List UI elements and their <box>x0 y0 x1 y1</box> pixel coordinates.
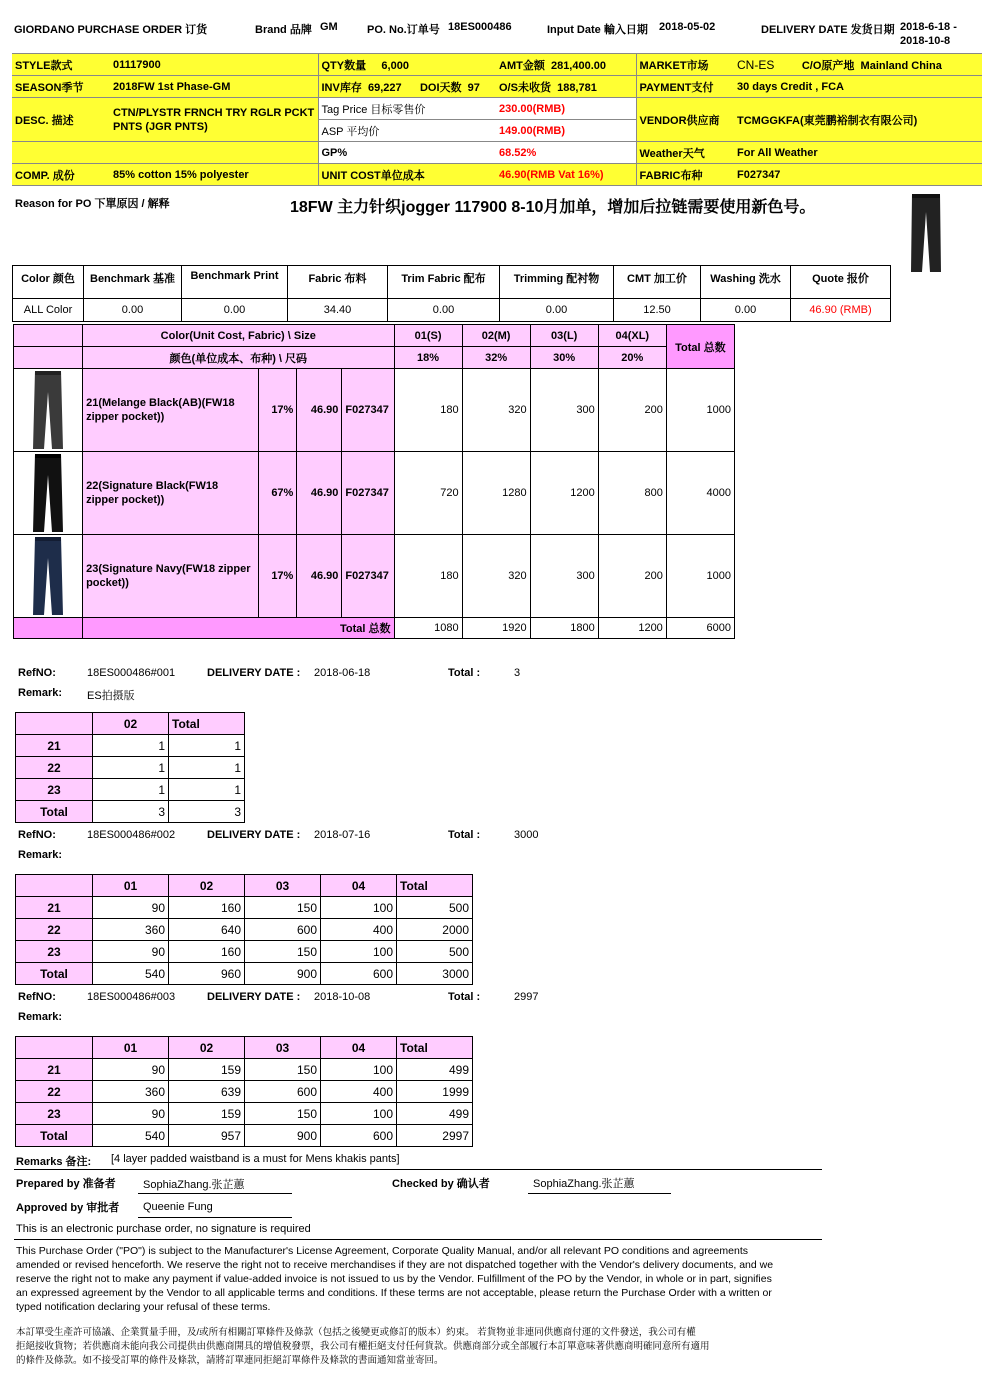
doi-value: 97 <box>467 81 480 94</box>
color-name-23-line1: 23(Signature Navy(FW18 zipper <box>86 563 251 575</box>
season-value: 2018FW 1st Phase-GM <box>110 76 318 98</box>
terms-en-line-2: amended or revised henceforth. We reserve the right not to receive merchandises if they are not dispatched together with the Vendor's delivery documents, and we <box>16 1259 774 1271</box>
style-thumbnail-pants <box>908 192 944 274</box>
d2-col-0: 01 <box>93 875 169 897</box>
info-row-season <box>12 76 982 98</box>
qty-23-l: 300 <box>530 535 598 618</box>
d3-header-row <box>16 1037 473 1059</box>
d1-col-1: Total <box>169 713 245 735</box>
terms-chinese <box>16 1326 710 1368</box>
cost-header-0: Color 颜色 <box>13 266 84 299</box>
d2-r0-c3: 150 <box>245 897 321 919</box>
d2-col-3: 04 <box>321 875 397 897</box>
d2-r0-c1: 90 <box>93 897 169 919</box>
d3-r0-c2: 159 <box>169 1059 245 1081</box>
fabric-value: F027347 <box>734 164 982 186</box>
cost-header-5: Trimming 配衬物 <box>500 266 614 299</box>
d2-r1-label: 22 <box>16 919 93 941</box>
d2-r1-c1: 360 <box>93 919 169 941</box>
d3-r1-c2: 639 <box>169 1081 245 1103</box>
size-header-total: Total 总数 <box>666 325 734 369</box>
size-ratio-l: 30% <box>530 347 598 369</box>
d3-r1-c3: 600 <box>245 1081 321 1103</box>
cost-value-0: ALL Color <box>13 299 84 322</box>
qty-21-s: 180 <box>394 369 462 452</box>
color-name-21-line2: zipper pocket)) <box>86 411 165 423</box>
tag-price-value: 230.00(RMB) <box>496 98 636 120</box>
cost-value-6: 12.50 <box>614 299 701 322</box>
footer-divider-1 <box>14 1169 822 1170</box>
cost-header-1: Benchmark 基准 <box>84 266 182 299</box>
d1-r0-c2: 1 <box>169 735 245 757</box>
inv-label: INV库存 <box>321 81 362 94</box>
d1-col-0: 02 <box>93 713 169 735</box>
delivery-2-table <box>15 874 473 985</box>
qty-value: 6,000 <box>381 59 409 72</box>
market-value: CN-ES <box>737 57 775 72</box>
d3-r0-c4: 100 <box>321 1059 397 1081</box>
input-date-value: 2018-05-02 <box>659 21 716 33</box>
approved-value: Queenie Fung <box>143 1201 213 1213</box>
qty-21-total: 1000 <box>666 369 734 452</box>
d3-r3-c2: 957 <box>169 1125 245 1147</box>
vendor-label: VENDOR供应商 <box>636 98 734 142</box>
d3-r3-c5: 2997 <box>397 1125 473 1147</box>
reason-label: Reason for PO 下單原因 / 解释 <box>15 198 170 210</box>
qty-23-s: 180 <box>394 535 462 618</box>
terms-en-line-3: reserve the right not to make any payment if value-added invoice is not issued to us by the Vendor. Fulfillment of the PO by the Vendor, in whole or in part, signifies <box>16 1273 772 1285</box>
qty-22-total: 4000 <box>666 452 734 535</box>
d3-r0-c3: 150 <box>245 1059 321 1081</box>
info-row-style <box>12 54 982 76</box>
qty-21-m: 320 <box>462 369 530 452</box>
desc-line-2: PNTS (JGR PNTS) <box>113 120 208 133</box>
amt-label: AMT金额 <box>499 59 545 72</box>
qty-23-m: 320 <box>462 535 530 618</box>
grand-total-all: 6000 <box>666 618 734 639</box>
pants-shape-21 <box>33 371 63 449</box>
color-fabric-21: F027347 <box>342 369 394 452</box>
cost-value-row <box>13 299 891 322</box>
pants-thumbnail-signature-navy <box>30 536 66 616</box>
color-name-22-line2: zipper pocket)) <box>86 494 165 506</box>
d3-r2-c4: 100 <box>321 1103 397 1125</box>
color-pct-22: 67% <box>259 452 297 535</box>
grand-total-s: 1080 <box>394 618 462 639</box>
d3-r2-c3: 150 <box>245 1103 321 1125</box>
grand-total-label: Total 总数 <box>83 618 394 639</box>
size-row-23 <box>14 535 735 618</box>
d3-col-2: 03 <box>245 1037 321 1059</box>
delivery-1-table <box>15 712 245 823</box>
d1-r1-c1: 1 <box>93 757 169 779</box>
d2-date-value: 2018-07-16 <box>314 829 371 841</box>
d1-r0-c1: 1 <box>93 735 169 757</box>
size-header-l: 03(L) <box>530 325 598 347</box>
d1-r2-c1: 1 <box>93 779 169 801</box>
d1-total-label: Total : <box>448 667 481 679</box>
qty-21-xl: 200 <box>598 369 666 452</box>
d2-r3-c3: 900 <box>245 963 321 985</box>
d2-row-22 <box>16 919 473 941</box>
d3-r0-c5: 499 <box>397 1059 473 1081</box>
d2-total-value: 3000 <box>514 829 539 841</box>
amt-value: 281,400.00 <box>550 59 607 72</box>
color-image-22 <box>14 452 83 535</box>
d2-r3-c5: 3000 <box>397 963 473 985</box>
asp-value: 149.00(RMB) <box>496 120 636 142</box>
size-row-21 <box>14 369 735 452</box>
pants-thumbnail-signature-black <box>30 453 66 533</box>
approved-label: Approved by 审批者 <box>16 1202 120 1214</box>
info-row-desc <box>12 98 982 120</box>
d1-date-value: 2018-06-18 <box>314 667 371 679</box>
d1-row-22 <box>16 757 245 779</box>
tag-price-label: Tag Price 目标零售价 <box>318 98 496 120</box>
desc-label: DESC. 描述 <box>12 98 110 142</box>
pants-thumbnail-melange-black <box>30 370 66 450</box>
d1-row-total <box>16 801 245 823</box>
origin-label: C/O原产地 <box>801 59 855 72</box>
d3-r1-c1: 360 <box>93 1081 169 1103</box>
cost-value-3: 34.40 <box>288 299 388 322</box>
d3-r3-c1: 540 <box>93 1125 169 1147</box>
d1-remark-value: ES拍摄版 <box>87 690 135 702</box>
vendor-value: TCMGGKFA(東莞鹏裕制衣有限公司) <box>734 98 982 142</box>
reason-text: 18FW 主力针织jogger 117900 8-10月加单，增加后拉链需要使用新色号。 <box>290 199 816 216</box>
doi-label: DOI天数 <box>419 81 462 94</box>
cost-header-3: Fabric 布料 <box>288 266 388 299</box>
inv-value: 69,227 <box>367 81 402 94</box>
os-value: 188,781 <box>557 81 597 94</box>
qty-22-l: 1200 <box>530 452 598 535</box>
size-header-m: 02(M) <box>462 325 530 347</box>
market-label: MARKET市场 <box>636 54 734 76</box>
qty-22-xl: 800 <box>598 452 666 535</box>
d3-col-3: 04 <box>321 1037 397 1059</box>
d1-r0-label: 21 <box>16 735 93 757</box>
d2-col-4: Total <box>397 875 473 897</box>
pants-shape-22 <box>33 454 63 532</box>
terms-en-line-1: This Purchase Order ("PO") is subject to the Manufacturer's License Agreement, Corporate Quality Manual, and/or all relevant PO conditions and agreements <box>16 1245 748 1257</box>
d3-r1-label: 22 <box>16 1081 93 1103</box>
d2-r3-c4: 600 <box>321 963 397 985</box>
d2-ref-label: RefNO: <box>18 829 56 841</box>
remarks-value: [4 layer padded waistband is a must for Mens khakis pants] <box>111 1153 400 1165</box>
d3-ref-value: 18ES000486#003 <box>87 991 176 1003</box>
d2-ref-value: 18ES000486#002 <box>87 829 176 841</box>
checked-value: SophiaZhang.张芷蕙 <box>533 1178 635 1190</box>
d2-r3-c1: 540 <box>93 963 169 985</box>
approved-signature-line <box>138 1217 292 1218</box>
d2-r3-label: Total <box>16 963 93 985</box>
size-ratio-m: 32% <box>462 347 530 369</box>
d3-row-total <box>16 1125 473 1147</box>
d3-total-label: Total : <box>448 991 481 1003</box>
brand-value: GM <box>320 21 338 33</box>
d3-r3-c3: 900 <box>245 1125 321 1147</box>
cost-header-8: Quote 报价 <box>791 266 891 299</box>
d3-col-1: 02 <box>169 1037 245 1059</box>
d1-r3-c2: 3 <box>169 801 245 823</box>
d3-r2-c2: 159 <box>169 1103 245 1125</box>
color-name-21-line1: 21(Melange Black(AB)(FW18 <box>86 397 235 409</box>
size-ratio-xl: 20% <box>598 347 666 369</box>
comp-value: 85% cotton 15% polyester <box>110 164 318 186</box>
qty-22-m: 1280 <box>462 452 530 535</box>
qty-21-l: 300 <box>530 369 598 452</box>
info-row-comp <box>12 164 982 186</box>
d3-date-value: 2018-10-08 <box>314 991 371 1003</box>
d2-row-23 <box>16 941 473 963</box>
color-cost-23: 46.90 <box>297 535 342 618</box>
size-title-en: Color(Unit Cost, Fabric) \ Size <box>83 325 394 347</box>
d2-r2-c3: 150 <box>245 941 321 963</box>
cost-header-row <box>13 266 891 299</box>
color-name-22-line1: 22(Signature Black(FW18 <box>86 480 219 492</box>
d2-r1-c3: 600 <box>245 919 321 941</box>
desc-line-1: CTN/PLYSTR FRNCH TRY RGLR PCKT <box>113 106 315 119</box>
size-title-cn: 颜色(单位成本、布种) \ 尺码 <box>83 347 394 369</box>
brand-label: Brand 品牌 <box>255 24 312 36</box>
terms-cn-line-3: 的條件及條款。如不接受訂單的條件及條款，請將訂單連同拒絕訂單條件及條款的書面通知當並寄回。 <box>16 1355 444 1366</box>
d2-r2-c5: 500 <box>397 941 473 963</box>
terms-cn-line-1: 本訂單受生產許可協議、企業質量手冊，及/或所有相關訂單條件及條款（包括之後變更或修訂的版本）約束。 若貨物並非連同供應商付運的文件發送，我公司有權 <box>16 1327 696 1338</box>
d1-r2-c2: 1 <box>169 779 245 801</box>
asp-label: ASP 平均价 <box>318 120 496 142</box>
size-header-xl: 04(XL) <box>598 325 666 347</box>
d1-r3-c1: 3 <box>93 801 169 823</box>
d1-r3-label: Total <box>16 801 93 823</box>
d3-row-21 <box>16 1059 473 1081</box>
po-no-value: 18ES000486 <box>448 21 512 33</box>
color-name-23-line2: pocket)) <box>86 577 129 589</box>
d3-r0-label: 21 <box>16 1059 93 1081</box>
cost-value-5: 0.00 <box>500 299 614 322</box>
d2-r3-c2: 960 <box>169 963 245 985</box>
season-label: SEASON季节 <box>12 76 110 98</box>
style-label: STYLE款式 <box>12 54 110 76</box>
qty-22-s: 720 <box>394 452 462 535</box>
unit-cost-label: UNIT COST单位成本 <box>318 164 496 186</box>
d3-date-label: DELIVERY DATE : <box>207 991 301 1003</box>
po-company-title: GIORDANO PURCHASE ORDER 订货 <box>14 24 208 36</box>
d3-r0-c1: 90 <box>93 1059 169 1081</box>
color-fabric-22: F027347 <box>342 452 394 535</box>
po-no-label: PO. No.订单号 <box>367 24 440 36</box>
d2-r0-label: 21 <box>16 897 93 919</box>
weather-label: Weather天气 <box>636 142 734 164</box>
d2-r2-label: 23 <box>16 941 93 963</box>
d1-remark-label: Remark: <box>18 687 63 699</box>
d2-total-label: Total : <box>448 829 481 841</box>
d2-r1-c2: 640 <box>169 919 245 941</box>
os-label: O/S未收货 <box>499 81 551 94</box>
d2-header-row <box>16 875 473 897</box>
d3-remark-label: Remark: <box>18 1011 63 1023</box>
qty-label: QTY数量 <box>321 59 367 72</box>
d1-r1-label: 22 <box>16 757 93 779</box>
d2-r0-c4: 100 <box>321 897 397 919</box>
footer-divider-2 <box>14 1239 822 1240</box>
input-date-label: Input Date 輸入日期 <box>547 24 648 36</box>
gp-label: GP% <box>318 142 496 164</box>
cost-value-7: 0.00 <box>701 299 791 322</box>
d2-r1-c4: 400 <box>321 919 397 941</box>
color-cost-21: 46.90 <box>297 369 342 452</box>
prepared-value: SophiaZhang.张芷蕙 <box>143 1179 245 1191</box>
color-pct-21: 17% <box>259 369 297 452</box>
grand-total-xl: 1200 <box>598 618 666 639</box>
d2-r2-c2: 160 <box>169 941 245 963</box>
delivery-range-start: 2018-6-18 - <box>900 21 957 33</box>
color-image-23 <box>14 535 83 618</box>
size-header-s: 01(S) <box>394 325 462 347</box>
payment-value: 30 days Credit , FCA <box>734 76 982 98</box>
cost-value-1: 0.00 <box>84 299 182 322</box>
d2-col-1: 02 <box>169 875 245 897</box>
checked-signature-line <box>528 1193 671 1194</box>
d2-r1-c5: 2000 <box>397 919 473 941</box>
d1-row-23 <box>16 779 245 801</box>
terms-english <box>16 1244 773 1314</box>
d3-row-23 <box>16 1103 473 1125</box>
prepared-label: Prepared by 准备者 <box>16 1178 116 1190</box>
d1-ref-value: 18ES000486#001 <box>87 667 176 679</box>
d3-r2-label: 23 <box>16 1103 93 1125</box>
delivery-date-label: DELIVERY DATE 发货日期 <box>761 24 895 36</box>
remarks-label: Remarks 备注: <box>16 1156 92 1168</box>
checked-label: Checked by 确认者 <box>392 1178 490 1190</box>
color-cost-22: 46.90 <box>297 452 342 535</box>
d2-col-2: 03 <box>245 875 321 897</box>
d1-r2-label: 23 <box>16 779 93 801</box>
d3-r2-c5: 499 <box>397 1103 473 1125</box>
size-row-22 <box>14 452 735 535</box>
d3-total-value: 2997 <box>514 991 539 1003</box>
cost-value-quote: 46.90 (RMB) <box>791 299 891 322</box>
style-value: 01117900 <box>110 54 318 76</box>
origin-value: Mainland China <box>860 59 942 72</box>
d2-date-label: DELIVERY DATE : <box>207 829 301 841</box>
color-fabric-23: F027347 <box>342 535 394 618</box>
d3-r1-c4: 400 <box>321 1081 397 1103</box>
unit-cost-value: 46.90(RMB Vat 16%) <box>496 164 636 186</box>
d2-r0-c2: 160 <box>169 897 245 919</box>
d3-r1-c5: 1999 <box>397 1081 473 1103</box>
cost-header-4: Trim Fabric 配布 <box>388 266 500 299</box>
terms-en-line-5: typed notification declaring your refusal of these terms. <box>16 1301 271 1313</box>
d1-row-21 <box>16 735 245 757</box>
d2-remark-label: Remark: <box>18 849 63 861</box>
size-header-row-2 <box>14 347 735 369</box>
d3-ref-label: RefNO: <box>18 991 56 1003</box>
d3-r3-label: Total <box>16 1125 93 1147</box>
d1-date-label: DELIVERY DATE : <box>207 667 301 679</box>
size-breakdown-table <box>13 324 735 639</box>
d3-row-22 <box>16 1081 473 1103</box>
fabric-label: FABRIC布种 <box>636 164 734 186</box>
prepared-signature-line <box>138 1193 292 1194</box>
cost-header-7: Washing 洗水 <box>701 266 791 299</box>
d2-r2-c4: 100 <box>321 941 397 963</box>
qty-23-total: 1000 <box>666 535 734 618</box>
color-pct-23: 17% <box>259 535 297 618</box>
d3-col-0: 01 <box>93 1037 169 1059</box>
d3-r3-c4: 600 <box>321 1125 397 1147</box>
size-ratio-s: 18% <box>394 347 462 369</box>
pants-shape-23 <box>33 537 63 615</box>
d2-r0-c5: 500 <box>397 897 473 919</box>
d3-col-4: Total <box>397 1037 473 1059</box>
grand-total-m: 1920 <box>462 618 530 639</box>
qty-23-xl: 200 <box>598 535 666 618</box>
d2-row-21 <box>16 897 473 919</box>
d1-ref-label: RefNO: <box>18 667 56 679</box>
color-image-21 <box>14 369 83 452</box>
po-info-table <box>12 53 982 186</box>
info-row-gp <box>12 142 982 164</box>
terms-en-line-4: an expressed agreement by the Vendor to all applicable terms and conditions. If these terms are not acceptable, please return the Purchase Order with a written or <box>16 1287 772 1299</box>
terms-cn-line-2: 拒絕接收貨物；若供應商未能向我公司提供由供應商開具的增值稅發票，我公司有權拒絕支付任何貨款。供應商部分或全部履行本訂單意味著供應商明確同意所有適用 <box>16 1341 710 1352</box>
cost-breakdown-table <box>12 265 891 322</box>
d3-r2-c1: 90 <box>93 1103 169 1125</box>
cost-header-2: Benchmark Print <box>182 266 288 299</box>
d1-total-value: 3 <box>514 667 521 679</box>
gp-value: 68.52% <box>496 142 636 164</box>
cost-header-6: CMT 加工价 <box>614 266 701 299</box>
delivery-3-table <box>15 1036 473 1147</box>
electronic-notice: This is an electronic purchase order, no signature is required <box>16 1223 311 1235</box>
d2-r2-c1: 90 <box>93 941 169 963</box>
d1-header-row <box>16 713 245 735</box>
cost-value-4: 0.00 <box>388 299 500 322</box>
grand-total-l: 1800 <box>530 618 598 639</box>
size-grand-total-row <box>14 618 735 639</box>
delivery-range-end: 2018-10-8 <box>900 35 951 47</box>
d1-r1-c2: 1 <box>169 757 245 779</box>
cost-value-2: 0.00 <box>182 299 288 322</box>
comp-label: COMP. 成份 <box>12 164 110 186</box>
d2-row-total <box>16 963 473 985</box>
payment-label: PAYMENT支付 <box>636 76 734 98</box>
weather-value: For All Weather <box>734 142 982 164</box>
size-header-row-1 <box>14 325 735 347</box>
